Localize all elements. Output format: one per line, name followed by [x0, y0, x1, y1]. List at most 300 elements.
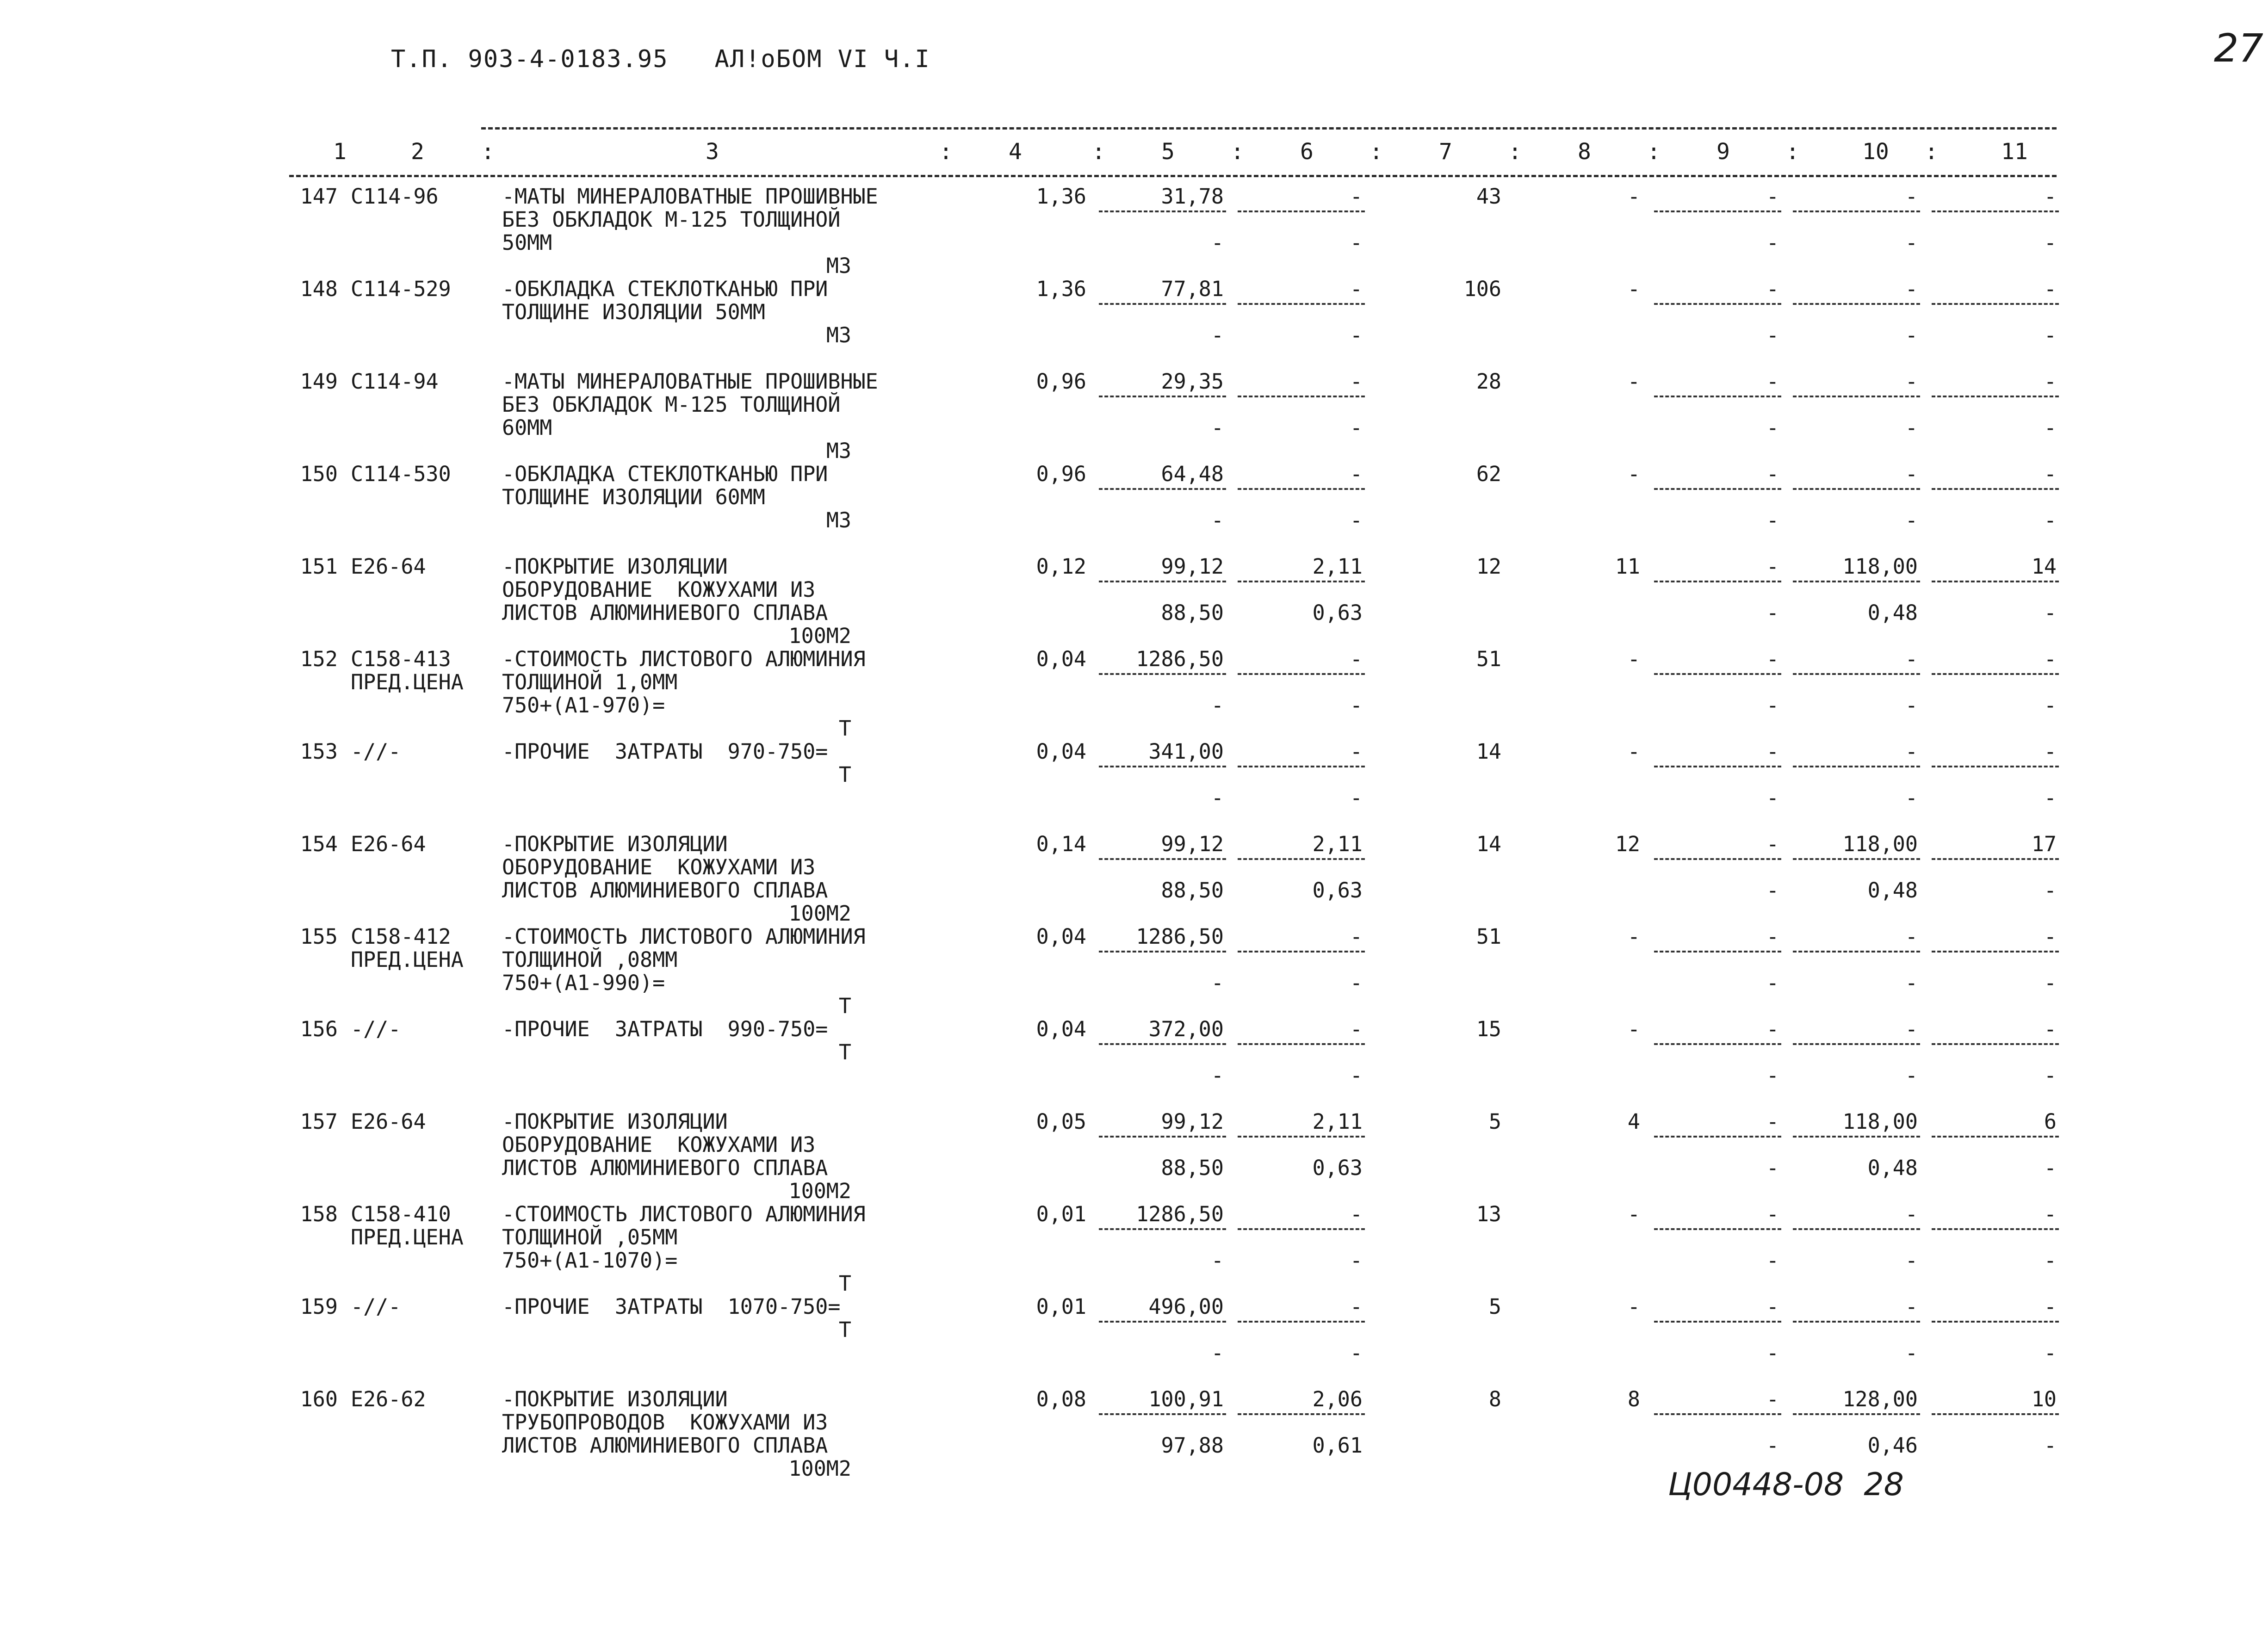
- fraction-divider: [1654, 581, 1781, 582]
- cell-c9-bottom: -: [1766, 971, 1779, 995]
- fraction-divider: [1654, 951, 1781, 952]
- row-description: -СТОИМОСТЬ ЛИСТОВОГО АЛЮМИНИЯ: [502, 647, 866, 671]
- row-description: -МАТЫ МИНЕРАЛОВАТНЫЕ ПРОШИВНЫЕ: [502, 184, 878, 209]
- row-number: 160: [300, 1387, 338, 1411]
- fraction-divider: [1099, 951, 1226, 952]
- cell-c5-top: 99,12: [1161, 554, 1224, 579]
- fraction-divider: [1238, 1228, 1365, 1230]
- row-description: -СТОИМОСТЬ ЛИСТОВОГО АЛЮМИНИЯ: [502, 924, 866, 949]
- fraction-divider: [1238, 581, 1365, 582]
- cell-c6-top: 2,11: [1312, 1109, 1363, 1134]
- fraction-divider: [1932, 1413, 2059, 1415]
- cell-col4: 0,14: [1036, 832, 1086, 856]
- cell-c11-bottom: -: [2044, 600, 2057, 625]
- cell-col7: 51: [1476, 647, 1501, 671]
- cell-c11-top: 6: [2044, 1109, 2057, 1134]
- cell-col7: 62: [1476, 462, 1501, 486]
- cell-c11-top: -: [2044, 1202, 2057, 1226]
- fraction-divider: [1238, 951, 1365, 952]
- cell-c11-bottom: -: [2044, 1063, 2057, 1088]
- fraction-divider: [1654, 1043, 1781, 1045]
- row-number: 156: [300, 1017, 338, 1041]
- column-header-4: 4: [1009, 139, 1022, 165]
- cell-c9-bottom: -: [1766, 1433, 1779, 1458]
- cell-c10-bottom: -: [1905, 230, 1918, 255]
- column-separator: :: [939, 139, 953, 165]
- cell-c11-bottom: -: [2044, 415, 2057, 440]
- cell-col4: 1,36: [1036, 277, 1086, 301]
- row-number: 154: [300, 832, 338, 856]
- cell-col4: 0,04: [1036, 924, 1086, 949]
- column-separator: :: [1092, 139, 1105, 165]
- column-header-10: 10: [1862, 139, 1889, 165]
- cell-c5-top: 99,12: [1161, 1109, 1224, 1134]
- row-code: ПРЕД.ЦЕНА: [351, 947, 464, 972]
- cell-c9-top: -: [1766, 647, 1779, 671]
- fraction-divider: [1654, 210, 1781, 212]
- cell-c6-top: -: [1350, 184, 1363, 209]
- cell-c10-top: -: [1905, 369, 1918, 394]
- row-code: -//-: [351, 739, 401, 764]
- column-header-2: 2: [411, 139, 424, 165]
- cell-c9-top: -: [1766, 1294, 1779, 1319]
- cell-col8: -: [1627, 369, 1640, 394]
- cell-c6-bottom: -: [1350, 785, 1363, 810]
- cell-c5-bottom: -: [1211, 785, 1224, 810]
- row-description: ЛИСТОВ АЛЮМИНИЕВОГО СПЛАВА: [502, 1433, 828, 1458]
- cell-c9-top: -: [1766, 1017, 1779, 1041]
- fraction-divider: [1238, 303, 1365, 305]
- row-description: ЛИСТОВ АЛЮМИНИЕВОГО СПЛАВА: [502, 1156, 828, 1180]
- cell-c10-bottom: -: [1905, 323, 1918, 347]
- column-separator: :: [1508, 139, 1522, 165]
- cell-c10-top: -: [1905, 1202, 1918, 1226]
- row-unit: М3: [826, 439, 851, 463]
- cell-c5-top: 64,48: [1161, 462, 1224, 486]
- cell-c10-top: -: [1905, 647, 1918, 671]
- cell-c6-top: -: [1350, 369, 1363, 394]
- cell-col7: 43: [1476, 184, 1501, 209]
- row-code: Е26-64: [351, 1109, 426, 1134]
- column-header-1: 1: [333, 139, 347, 165]
- row-unit: Т: [838, 1271, 851, 1296]
- cell-c11-bottom: -: [2044, 693, 2057, 717]
- row-description: ТРУБОПРОВОДОВ КОЖУХАМИ ИЗ: [502, 1410, 828, 1435]
- row-code: Е26-62: [351, 1387, 426, 1411]
- cell-c11-bottom: -: [2044, 1341, 2057, 1365]
- fraction-divider: [1238, 396, 1365, 397]
- page-number: 27: [2214, 25, 2263, 71]
- fraction-divider: [1793, 210, 1920, 212]
- cell-col8: 11: [1615, 554, 1640, 579]
- cell-c9-top: -: [1766, 554, 1779, 579]
- column-header-3: 3: [706, 139, 719, 165]
- cell-c5-top: 1286,50: [1136, 1202, 1224, 1226]
- row-description: 750+(А1-970)=: [502, 693, 665, 717]
- row-description: -ПОКРЫТИЕ ИЗОЛЯЦИИ: [502, 1109, 728, 1134]
- row-code: Е26-64: [351, 832, 426, 856]
- fraction-divider: [1099, 1043, 1226, 1045]
- cell-c9-bottom: -: [1766, 508, 1779, 532]
- column-separator: :: [1647, 139, 1661, 165]
- cell-c11-bottom: -: [2044, 878, 2057, 903]
- fraction-divider: [1238, 766, 1365, 767]
- row-description: -ОБКЛАДКА СТЕКЛОТКАНЬЮ ПРИ: [502, 277, 828, 301]
- cell-col7: 14: [1476, 832, 1501, 856]
- cell-c6-top: 2,11: [1312, 554, 1363, 579]
- fraction-divider: [1238, 1043, 1365, 1045]
- fraction-divider: [1793, 488, 1920, 490]
- cell-c11-bottom: -: [2044, 1433, 2057, 1458]
- cell-col8: -: [1627, 1294, 1640, 1319]
- fraction-divider: [1654, 673, 1781, 675]
- cell-c9-top: -: [1766, 462, 1779, 486]
- cell-c6-bottom: -: [1350, 1341, 1363, 1365]
- cell-c10-top: 118,00: [1842, 832, 1918, 856]
- row-code: С158-412: [351, 924, 451, 949]
- fraction-divider: [1654, 1228, 1781, 1230]
- row-code: ПРЕД.ЦЕНА: [351, 670, 464, 694]
- cell-c11-bottom: -: [2044, 1248, 2057, 1273]
- cell-c5-top: 341,00: [1148, 739, 1224, 764]
- cell-c6-bottom: -: [1350, 323, 1363, 347]
- fraction-divider: [1793, 673, 1920, 675]
- cell-c6-bottom: -: [1350, 971, 1363, 995]
- cell-c6-bottom: -: [1350, 693, 1363, 717]
- document-reference: Т.П. 903-4-0183.95 АЛ!оБОМ VI Ч.I: [391, 45, 930, 73]
- cell-c11-top: -: [2044, 647, 2057, 671]
- fraction-divider: [1793, 951, 1920, 952]
- cell-c6-bottom: 0,61: [1312, 1433, 1363, 1458]
- fraction-divider: [1793, 766, 1920, 767]
- cell-c9-top: -: [1766, 1202, 1779, 1226]
- row-description: -ПРОЧИЕ ЗАТРАТЫ 970-750=: [502, 739, 828, 764]
- cell-c10-bottom: -: [1905, 693, 1918, 717]
- cell-c11-bottom: -: [2044, 508, 2057, 532]
- cell-c11-top: -: [2044, 462, 2057, 486]
- cell-c11-bottom: -: [2044, 1156, 2057, 1180]
- row-code: С114-94: [351, 369, 439, 394]
- row-unit: 100М2: [788, 901, 851, 926]
- cell-col8: -: [1627, 739, 1640, 764]
- cell-c6-bottom: 0,63: [1312, 878, 1363, 903]
- fraction-divider: [1932, 396, 2059, 397]
- row-number: 157: [300, 1109, 338, 1134]
- fraction-divider: [1932, 581, 2059, 582]
- cell-c9-bottom: -: [1766, 600, 1779, 625]
- fraction-divider: [1793, 303, 1920, 305]
- fraction-divider: [1654, 1321, 1781, 1323]
- fraction-divider: [1238, 1321, 1365, 1323]
- fraction-divider: [1793, 1321, 1920, 1323]
- fraction-divider: [1654, 1413, 1781, 1415]
- cell-c6-bottom: -: [1350, 1063, 1363, 1088]
- fraction-divider: [1238, 1136, 1365, 1138]
- cell-col7: 5: [1488, 1294, 1501, 1319]
- cell-c5-top: 1286,50: [1136, 647, 1224, 671]
- cell-c5-bottom: -: [1211, 971, 1224, 995]
- fraction-divider: [1932, 858, 2059, 860]
- cell-c9-bottom: -: [1766, 878, 1779, 903]
- fraction-divider: [1793, 1413, 1920, 1415]
- cell-c5-top: 1286,50: [1136, 924, 1224, 949]
- cell-c11-bottom: -: [2044, 785, 2057, 810]
- cell-col8: -: [1627, 647, 1640, 671]
- fraction-divider: [1932, 673, 2059, 675]
- cell-c11-top: -: [2044, 184, 2057, 209]
- fraction-divider: [1238, 858, 1365, 860]
- row-description: 50ММ: [502, 230, 552, 255]
- fraction-divider: [1793, 1136, 1920, 1138]
- cell-c11-top: -: [2044, 369, 2057, 394]
- cell-c6-top: -: [1350, 462, 1363, 486]
- cell-c10-bottom: -: [1905, 415, 1918, 440]
- fraction-divider: [1932, 1321, 2059, 1323]
- fraction-divider: [1793, 581, 1920, 582]
- cell-c10-top: 118,00: [1842, 1109, 1918, 1134]
- cell-col4: 1,36: [1036, 184, 1086, 209]
- row-description: -ПОКРЫТИЕ ИЗОЛЯЦИИ: [502, 554, 728, 579]
- row-number: 158: [300, 1202, 338, 1226]
- cell-c10-bottom: -: [1905, 508, 1918, 532]
- column-separator: :: [481, 139, 495, 165]
- fraction-divider: [1654, 488, 1781, 490]
- row-description: -ПРОЧИЕ ЗАТРАТЫ 1070-750=: [502, 1294, 841, 1319]
- cell-col7: 14: [1476, 739, 1501, 764]
- fraction-divider: [1099, 1228, 1226, 1230]
- cell-col4: 0,08: [1036, 1387, 1086, 1411]
- cell-col7: 13: [1476, 1202, 1501, 1226]
- cell-c5-bottom: -: [1211, 1248, 1224, 1273]
- cell-c11-bottom: -: [2044, 230, 2057, 255]
- row-unit: 100М2: [788, 1456, 851, 1481]
- cell-c5-top: 31,78: [1161, 184, 1224, 209]
- row-description: -СТОИМОСТЬ ЛИСТОВОГО АЛЮМИНИЯ: [502, 1202, 866, 1226]
- column-header-5: 5: [1161, 139, 1175, 165]
- cell-c9-top: -: [1766, 924, 1779, 949]
- cell-c9-bottom: -: [1766, 785, 1779, 810]
- fraction-divider: [1793, 1228, 1920, 1230]
- cell-col4: 0,04: [1036, 1017, 1086, 1041]
- row-code: С114-96: [351, 184, 439, 209]
- fraction-divider: [1238, 210, 1365, 212]
- cell-c5-bottom: -: [1211, 415, 1224, 440]
- row-description: ТОЛЩИНОЙ 1,0ММ: [502, 670, 678, 694]
- cell-col4: 0,96: [1036, 462, 1086, 486]
- cell-c5-bottom: -: [1211, 1063, 1224, 1088]
- row-number: 153: [300, 739, 338, 764]
- cell-col7: 8: [1488, 1387, 1501, 1411]
- cell-c9-top: -: [1766, 832, 1779, 856]
- row-number: 151: [300, 554, 338, 579]
- row-unit: 100М2: [788, 1179, 851, 1203]
- row-code: С114-529: [351, 277, 451, 301]
- table-top-rule: [481, 127, 2057, 130]
- row-description: ОБОРУДОВАНИЕ КОЖУХАМИ ИЗ: [502, 1132, 816, 1157]
- fraction-divider: [1099, 1136, 1226, 1138]
- cell-col8: -: [1627, 184, 1640, 209]
- cell-c9-bottom: -: [1766, 1248, 1779, 1273]
- fraction-divider: [1654, 766, 1781, 767]
- cell-c9-bottom: -: [1766, 415, 1779, 440]
- cell-c9-bottom: -: [1766, 1156, 1779, 1180]
- column-header-9: 9: [1716, 139, 1730, 165]
- fraction-divider: [1099, 1321, 1226, 1323]
- row-code: -//-: [351, 1294, 401, 1319]
- fraction-divider: [1238, 488, 1365, 490]
- cell-c9-bottom: -: [1766, 693, 1779, 717]
- cell-col8: 8: [1627, 1387, 1640, 1411]
- cell-c6-top: 2,11: [1312, 832, 1363, 856]
- fraction-divider: [1099, 673, 1226, 675]
- row-description: ОБОРУДОВАНИЕ КОЖУХАМИ ИЗ: [502, 577, 816, 602]
- row-unit: М3: [826, 508, 851, 532]
- row-description: 750+(А1-990)=: [502, 971, 665, 995]
- cell-c10-bottom: -: [1905, 785, 1918, 810]
- cell-col4: 0,05: [1036, 1109, 1086, 1134]
- cell-c9-bottom: -: [1766, 1341, 1779, 1365]
- fraction-divider: [1099, 858, 1226, 860]
- fraction-divider: [1932, 1228, 2059, 1230]
- cell-c11-top: 14: [2031, 554, 2057, 579]
- cell-c10-top: 118,00: [1842, 554, 1918, 579]
- fraction-divider: [1793, 1043, 1920, 1045]
- cell-c6-top: -: [1350, 1294, 1363, 1319]
- column-separator: :: [1369, 139, 1383, 165]
- cell-c11-top: 17: [2031, 832, 2057, 856]
- cell-c5-top: 496,00: [1148, 1294, 1224, 1319]
- fraction-divider: [1932, 1136, 2059, 1138]
- cell-c11-top: -: [2044, 277, 2057, 301]
- fraction-divider: [1932, 1043, 2059, 1045]
- column-header-11: 11: [2001, 139, 2028, 165]
- cell-c6-top: -: [1350, 1017, 1363, 1041]
- cell-c9-top: -: [1766, 369, 1779, 394]
- cell-col8: -: [1627, 462, 1640, 486]
- row-unit: Т: [838, 716, 851, 741]
- cell-col7: 28: [1476, 369, 1501, 394]
- row-description: -ПРОЧИЕ ЗАТРАТЫ 990-750=: [502, 1017, 828, 1041]
- cell-c9-top: -: [1766, 1109, 1779, 1134]
- cell-c5-bottom: -: [1211, 508, 1224, 532]
- cell-c9-top: -: [1766, 1387, 1779, 1411]
- cell-c6-top: 2,06: [1312, 1387, 1363, 1411]
- cell-c5-top: 77,81: [1161, 277, 1224, 301]
- fraction-divider: [1099, 303, 1226, 305]
- cell-c6-top: -: [1350, 1202, 1363, 1226]
- cell-col4: 0,12: [1036, 554, 1086, 579]
- cell-c10-top: -: [1905, 277, 1918, 301]
- column-header-7: 7: [1439, 139, 1452, 165]
- fraction-divider: [1932, 766, 2059, 767]
- cell-c6-top: -: [1350, 739, 1363, 764]
- cell-c11-top: 10: [2031, 1387, 2057, 1411]
- row-description: ТОЛЩИНЕ ИЗОЛЯЦИИ 50ММ: [502, 300, 765, 324]
- row-number: 148: [300, 277, 338, 301]
- cell-c11-top: -: [2044, 1017, 2057, 1041]
- cell-col4: 0,04: [1036, 739, 1086, 764]
- row-description: ТОЛЩИНОЙ ,08ММ: [502, 947, 678, 972]
- cell-c10-top: -: [1905, 462, 1918, 486]
- cell-col7: 15: [1476, 1017, 1501, 1041]
- row-unit: 100М2: [788, 624, 851, 648]
- fraction-divider: [1932, 951, 2059, 952]
- row-description: -ОБКЛАДКА СТЕКЛОТКАНЬЮ ПРИ: [502, 462, 828, 486]
- cell-c9-top: -: [1766, 739, 1779, 764]
- cell-c5-bottom: 97,88: [1161, 1433, 1224, 1458]
- row-description: 60ММ: [502, 415, 552, 440]
- row-number: 152: [300, 647, 338, 671]
- cell-c6-bottom: -: [1350, 1248, 1363, 1273]
- cell-c10-top: -: [1905, 1294, 1918, 1319]
- cell-col8: 12: [1615, 832, 1640, 856]
- fraction-divider: [1654, 396, 1781, 397]
- cell-c6-bottom: 0,63: [1312, 1156, 1363, 1180]
- row-number: 150: [300, 462, 338, 486]
- cell-col8: 4: [1627, 1109, 1640, 1134]
- fraction-divider: [1932, 303, 2059, 305]
- cell-c11-bottom: -: [2044, 323, 2057, 347]
- cell-c10-top: -: [1905, 739, 1918, 764]
- column-separator: :: [1786, 139, 1799, 165]
- cell-col4: 0,04: [1036, 647, 1086, 671]
- cell-c5-bottom: -: [1211, 1341, 1224, 1365]
- cell-col8: -: [1627, 1017, 1640, 1041]
- fraction-divider: [1793, 396, 1920, 397]
- row-number: 155: [300, 924, 338, 949]
- row-description: ТОЛЩИНЕ ИЗОЛЯЦИИ 60ММ: [502, 485, 765, 509]
- cell-c5-top: 372,00: [1148, 1017, 1224, 1041]
- cell-col8: -: [1627, 1202, 1640, 1226]
- fraction-divider: [1099, 1413, 1226, 1415]
- fraction-divider: [1099, 766, 1226, 767]
- fraction-divider: [1099, 581, 1226, 582]
- cell-c10-top: 128,00: [1842, 1387, 1918, 1411]
- fraction-divider: [1238, 673, 1365, 675]
- cell-c5-bottom: 88,50: [1161, 1156, 1224, 1180]
- row-unit: Т: [838, 1317, 851, 1342]
- cell-c5-bottom: 88,50: [1161, 878, 1224, 903]
- cell-c10-top: -: [1905, 184, 1918, 209]
- cell-col7: 106: [1463, 277, 1501, 301]
- header-bottom-rule: [289, 175, 2057, 177]
- cell-c10-bottom: 0,48: [1867, 1156, 1918, 1180]
- cell-c6-bottom: -: [1350, 508, 1363, 532]
- row-description: ЛИСТОВ АЛЮМИНИЕВОГО СПЛАВА: [502, 878, 828, 903]
- cell-col8: -: [1627, 924, 1640, 949]
- cell-c5-top: 29,35: [1161, 369, 1224, 394]
- cell-c9-top: -: [1766, 277, 1779, 301]
- cell-c9-bottom: -: [1766, 323, 1779, 347]
- cell-c6-top: -: [1350, 924, 1363, 949]
- cell-c10-bottom: 0,48: [1867, 878, 1918, 903]
- row-description: ЛИСТОВ АЛЮМИНИЕВОГО СПЛАВА: [502, 600, 828, 625]
- cell-c6-top: -: [1350, 277, 1363, 301]
- cell-col7: 12: [1476, 554, 1501, 579]
- row-code: С114-530: [351, 462, 451, 486]
- row-description: -МАТЫ МИНЕРАЛОВАТНЫЕ ПРОШИВНЫЕ: [502, 369, 878, 394]
- row-code: Е26-64: [351, 554, 426, 579]
- cell-col4: 0,01: [1036, 1294, 1086, 1319]
- row-unit: Т: [838, 1040, 851, 1064]
- cell-col4: 0,96: [1036, 369, 1086, 394]
- cell-c5-top: 99,12: [1161, 832, 1224, 856]
- cell-c10-bottom: 0,46: [1867, 1433, 1918, 1458]
- cell-c5-bottom: 88,50: [1161, 600, 1224, 625]
- row-code: С158-410: [351, 1202, 451, 1226]
- fraction-divider: [1932, 210, 2059, 212]
- row-code: ПРЕД.ЦЕНА: [351, 1225, 464, 1249]
